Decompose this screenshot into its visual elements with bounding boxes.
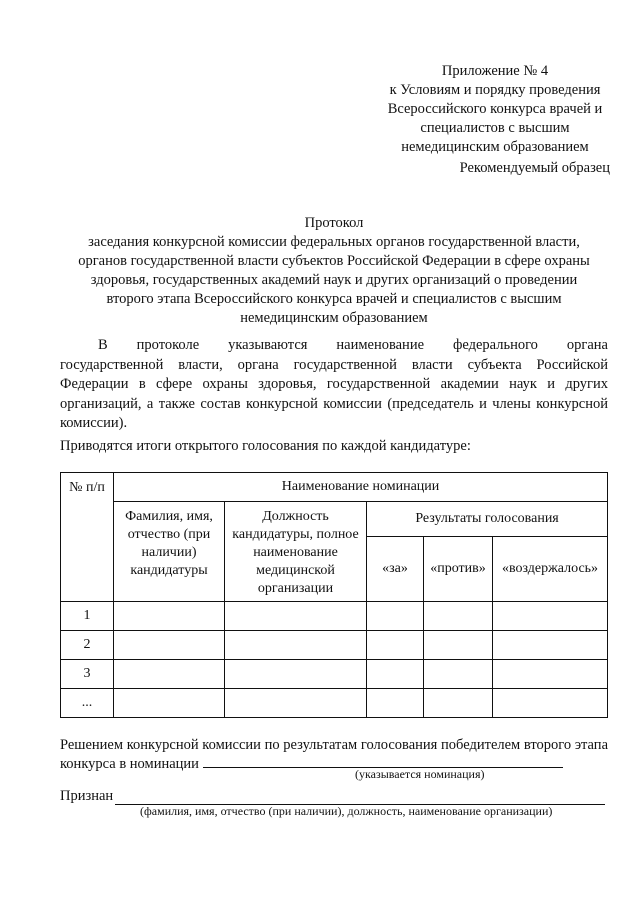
cell-votes-against[interactable]: [424, 631, 493, 660]
title-line-3: здоровья, государственных академий наук и других организаций о проведении: [90, 272, 578, 288]
recognized-row: [60, 788, 605, 805]
annex-line-2: к Условиям и порядку проведения: [389, 82, 601, 98]
title-line-4: второго этапа Всероссийского конкурса врачей и специалистов с высшим: [106, 291, 562, 307]
votes-intro: Приводятся итоги открытого голосования по каждой кандидатуре:: [60, 438, 471, 454]
cell-votes-abstained[interactable]: [493, 631, 608, 660]
document-title: [58, 214, 610, 328]
protocol-paragraph: [60, 336, 608, 434]
row-number: 2: [61, 631, 114, 660]
annex-header: [360, 62, 630, 157]
winner-fill-line[interactable]: [115, 790, 605, 805]
table-row: [61, 660, 608, 689]
cell-votes-for[interactable]: [367, 631, 424, 660]
header-votes-against: «против»: [424, 537, 493, 602]
recognized-label: Признан: [60, 788, 114, 804]
title-line-1: заседания конкурсной комиссии федеральных органов государственной власти,: [88, 234, 580, 250]
annex-line-1: Приложение № 4: [441, 63, 549, 79]
header-candidate-position: Должность кандидатуры, полное наименование медицинской организации: [225, 502, 367, 602]
annex-line-3: Всероссийского конкурса врачей и: [387, 101, 603, 117]
title-line-2: органов государственной власти субъектов Российской Федерации в сфере охраны: [78, 253, 590, 269]
paragraph-word: указываются: [228, 337, 308, 353]
paragraph-word: протоколе: [136, 337, 200, 353]
cell-votes-against[interactable]: [424, 660, 493, 689]
table-row: [61, 631, 608, 660]
cell-votes-for[interactable]: [367, 660, 424, 689]
cell-candidate-position[interactable]: [225, 660, 367, 689]
cell-votes-abstained[interactable]: [493, 660, 608, 689]
header-candidate-name: Фамилия, имя, отчество (при наличии) кандидатуры: [114, 502, 225, 602]
results-table: [60, 472, 608, 718]
recommended-sample-label: Рекомендуемый образец: [459, 160, 610, 176]
paragraph-word: органа: [566, 337, 608, 353]
decision-text: [60, 736, 608, 774]
annex-line-4: специалистов с высшим: [420, 120, 570, 136]
cell-candidate-position[interactable]: [225, 631, 367, 660]
title-heading: Протокол: [304, 215, 364, 231]
table-row: [61, 689, 608, 718]
cell-votes-abstained[interactable]: [493, 602, 608, 631]
paragraph-word: В: [98, 337, 108, 353]
header-votes-for: «за»: [367, 537, 424, 602]
cell-candidate-name[interactable]: [114, 631, 225, 660]
cell-votes-against[interactable]: [424, 689, 493, 718]
title-line-5: немедицинским образованием: [240, 310, 428, 326]
header-votes-abstained: «воздержалось»: [493, 537, 608, 602]
header-nomination: Наименование номинации: [114, 473, 608, 502]
paragraph-rest: государственной власти, органа государственной власти субъекта Российской Федерации в сфере охраны здоровья, государственной академии наук и других организаций, а также состав конкурсной комиссии (председатель и члены конкурсной комиссии).: [60, 356, 608, 431]
header-number: № п/п: [61, 473, 114, 602]
row-number: ...: [61, 689, 114, 718]
decision-sentence: Решением конкурсной комиссии по результатам голосования победителем второго этапа конкурса в номинации: [60, 737, 608, 772]
cell-votes-for[interactable]: [367, 689, 424, 718]
cell-candidate-name[interactable]: [114, 689, 225, 718]
cell-candidate-position[interactable]: [225, 602, 367, 631]
cell-candidate-position[interactable]: [225, 689, 367, 718]
cell-candidate-name[interactable]: [114, 660, 225, 689]
row-number: 3: [61, 660, 114, 689]
cell-votes-for[interactable]: [367, 602, 424, 631]
row-number: 1: [61, 602, 114, 631]
annex-line-5: немедицинским образованием: [401, 139, 589, 155]
paragraph-word: федерального: [452, 337, 538, 353]
nomination-note: (указывается номинация): [355, 767, 485, 781]
table-row: [61, 602, 608, 631]
cell-votes-against[interactable]: [424, 602, 493, 631]
cell-candidate-name[interactable]: [114, 602, 225, 631]
cell-votes-abstained[interactable]: [493, 689, 608, 718]
winner-note: (фамилия, имя, отчество (при наличии), должность, наименование организации): [140, 804, 553, 818]
header-voting-results: Результаты голосования: [367, 502, 608, 537]
paragraph-first-line: [60, 336, 608, 356]
paragraph-word: наименование: [336, 337, 425, 353]
